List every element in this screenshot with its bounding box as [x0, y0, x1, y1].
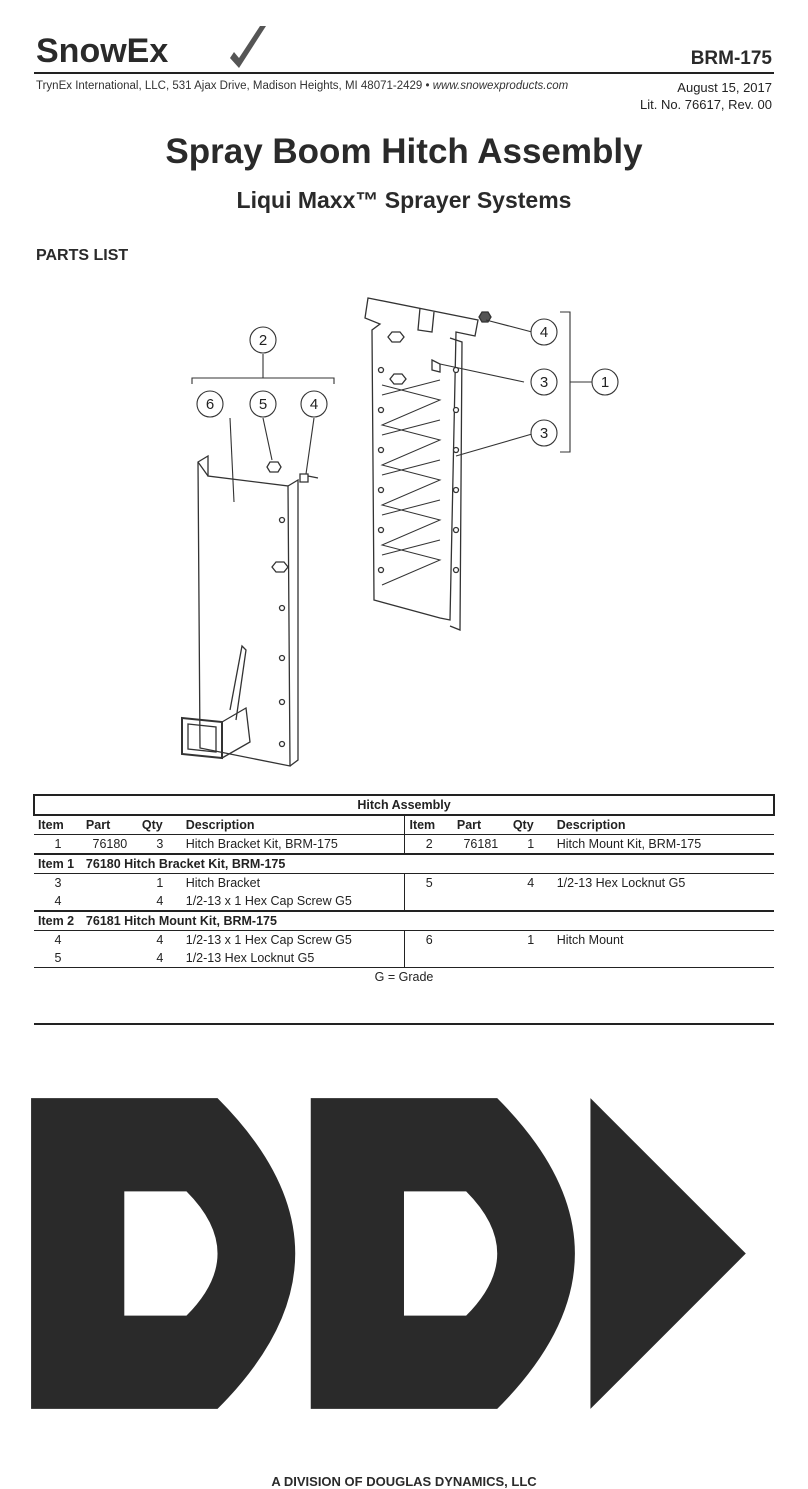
snowex-logo: [34, 22, 274, 72]
callout-1: 1: [600, 374, 610, 391]
callout-2: 2: [258, 332, 268, 349]
company-website[interactable]: www.snowexproducts.com: [432, 80, 569, 92]
table-row: [34, 835, 774, 855]
section-label: Item 2: [34, 911, 82, 931]
logo-checkmark-icon: [230, 26, 266, 68]
cell-item: 5: [405, 874, 453, 893]
page-title: Spray Boom Hitch Assembly: [165, 132, 643, 171]
cell-item: 6: [405, 931, 453, 950]
parts-list-heading: PARTS LIST: [36, 247, 129, 264]
col-description: Description: [553, 815, 774, 835]
col-part: Part: [453, 815, 509, 835]
cell-qty: 1: [156, 876, 164, 890]
header-rule: [34, 72, 774, 74]
cell-item: 3: [54, 876, 62, 890]
cell-item: 1: [54, 837, 62, 851]
callout-4a: 3: [539, 374, 549, 391]
footer-rule: [34, 1023, 774, 1025]
section-header-row: [34, 911, 774, 931]
logo-wordmark: SnowEx: [36, 32, 169, 70]
cell-qty: 4: [156, 933, 164, 947]
exploded-parts-drawing: [150, 290, 630, 780]
document-date: August 15, 2017: [677, 80, 772, 95]
cell-item: 4: [54, 894, 62, 908]
company-line: TrynEx International, LLC, 531 Ajax Drive, Madison Heights, MI 48071-2429 •: [36, 80, 430, 92]
document-number: BRM-175: [690, 48, 772, 69]
cell-description: Hitch Bracket Kit, BRM-175: [185, 837, 338, 851]
lit-number: Lit. No. 76617, Rev. 00: [639, 97, 772, 112]
cell-qty: 4: [527, 876, 535, 890]
cell-qty: 3: [156, 837, 164, 851]
division-footer: [0, 1036, 808, 1489]
col-item: Item: [405, 815, 453, 835]
callout-5b: 5: [258, 396, 268, 413]
callout-5a: 4: [539, 324, 549, 341]
page-subtitle: Liqui Maxx™ Sprayer Systems: [236, 187, 572, 213]
cell-qty: 1: [527, 933, 535, 947]
cell-description: 1/2-13 x 1 Hex Cap Screw G5: [185, 933, 352, 947]
table-row: [34, 892, 774, 911]
section-heading: 76181 Hitch Mount Kit, BRM-175: [82, 911, 774, 931]
callout-4b: 4: [309, 396, 319, 413]
cell-qty: 4: [156, 894, 164, 908]
section-heading: 76180 Hitch Bracket Kit, BRM-175: [82, 854, 774, 874]
cell-qty: 4: [156, 951, 164, 965]
table-title: Hitch Assembly: [34, 795, 774, 815]
cell-description: Hitch Mount: [556, 933, 624, 947]
kit-bracket-1: [560, 312, 570, 452]
table-footnote-row: [34, 968, 774, 987]
hitch-mount-illustration: [182, 456, 318, 766]
cell-description: 1/2-13 Hex Locknut G5: [556, 876, 686, 890]
callout-3: 3: [539, 425, 549, 442]
callout-6: 6: [205, 396, 215, 413]
col-part: Part: [82, 815, 138, 835]
table-row: [34, 949, 774, 968]
cell-description: 1/2-13 x 1 Hex Cap Screw G5: [185, 894, 352, 908]
cell-item: 5: [54, 951, 62, 965]
cell-item: 4: [54, 933, 62, 947]
cell-description: 1/2-13 Hex Locknut G5: [185, 951, 315, 965]
col-qty: Qty: [138, 815, 182, 835]
company-address: [36, 80, 568, 92]
cell-qty: 1: [527, 837, 535, 851]
cell-item: 2: [405, 835, 453, 855]
col-description: Description: [182, 815, 405, 835]
hitch-bracket-illustration: [365, 298, 491, 630]
cell-description: Hitch Mount Kit, BRM-175: [556, 837, 702, 851]
section-header-row: [34, 854, 774, 874]
cell-part: 76180: [92, 837, 128, 851]
table-row: [34, 931, 774, 950]
table-footnote: G = Grade: [34, 968, 774, 987]
col-qty: Qty: [509, 815, 553, 835]
cell-description: Hitch Bracket: [185, 876, 261, 890]
division-text: A DIVISION OF DOUGLAS DYNAMICS, LLC: [271, 1474, 537, 1489]
section-label: Item 1: [34, 854, 82, 874]
douglas-dynamics-logo-icon: [0, 1036, 808, 1471]
col-item: Item: [34, 815, 82, 835]
parts-table: [33, 794, 775, 986]
table-row: [34, 874, 774, 893]
kit-bracket-2: [192, 378, 334, 384]
cell-part: 76181: [463, 837, 499, 851]
table-header-row: [34, 815, 774, 835]
